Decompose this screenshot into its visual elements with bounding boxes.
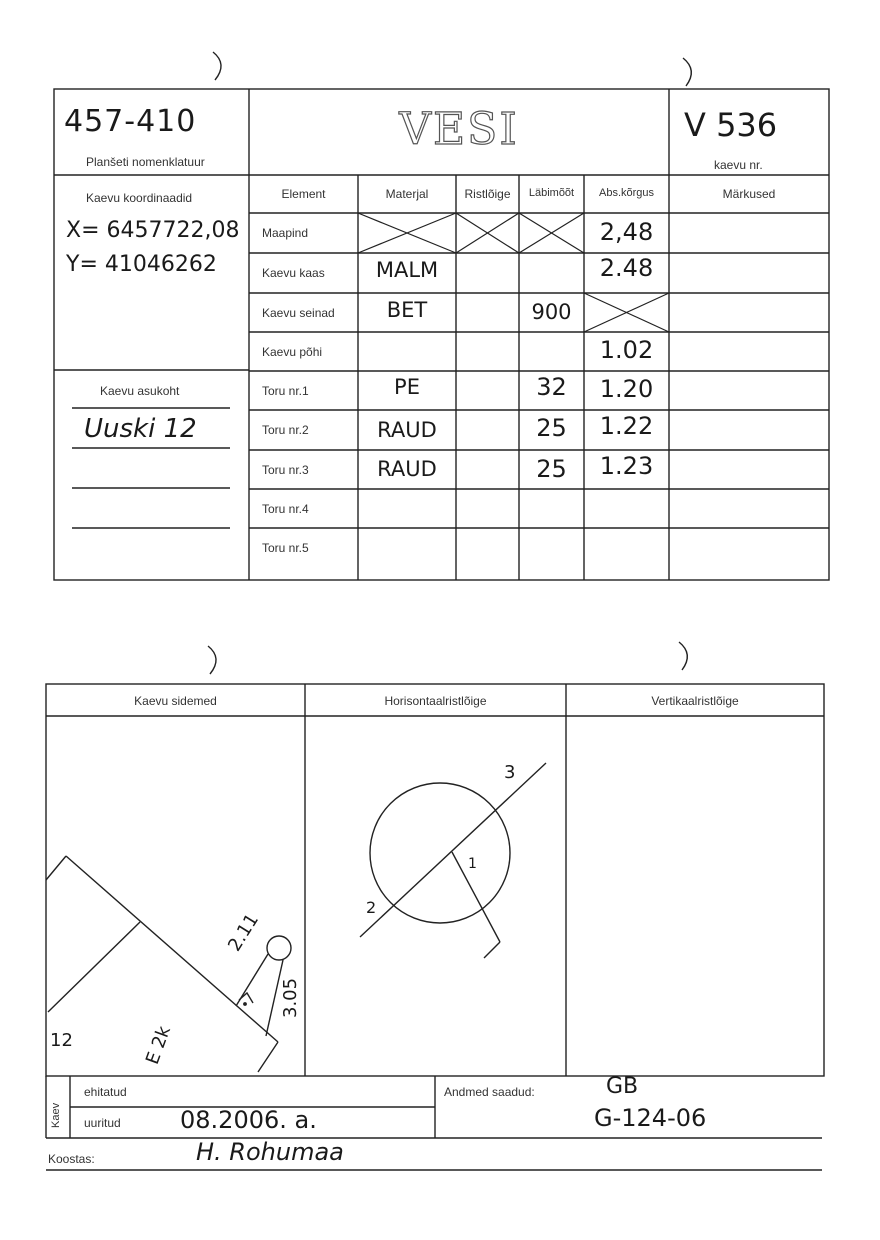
- row-element-label: Toru nr.2: [262, 423, 309, 437]
- punch-hole-mark: [208, 646, 216, 674]
- row-diameter: 900: [531, 300, 572, 324]
- coordinates-label: Kaevu koordinaadid: [86, 191, 193, 205]
- row-material: RAUD: [377, 457, 437, 481]
- coordinate-y: Y= 41046262: [66, 252, 217, 277]
- row-material: PE: [394, 375, 420, 399]
- data-received-value-1: GB: [606, 1074, 639, 1099]
- row-element-label: Kaevu põhi: [262, 345, 323, 359]
- pipe-label-2: 2: [366, 898, 377, 917]
- tie-measure-a: 2.11: [224, 910, 264, 956]
- row-material: RAUD: [377, 418, 437, 442]
- plansheet-label: Planšeti nomenklatuur: [86, 155, 205, 169]
- row-element-label: Toru nr.4: [262, 502, 309, 516]
- row-height: 2,48: [599, 218, 654, 246]
- row-height: 1.02: [599, 336, 654, 364]
- plansheet-number: 457-410: [64, 104, 197, 139]
- compiled-by-signature: H. Rohumaa: [196, 1138, 344, 1166]
- row-element-label: Toru nr.5: [262, 541, 309, 555]
- building-code: E 2k: [142, 1023, 176, 1068]
- sketch-col-horizontal: Horisontaalristlõige: [384, 694, 487, 708]
- punch-hole-mark: [213, 52, 221, 80]
- row-element-label: Maapind: [262, 226, 309, 240]
- row-material: BET: [386, 298, 428, 322]
- row-height: 1.22: [599, 412, 654, 440]
- row-height: 2.48: [599, 254, 654, 282]
- row-element-label: Kaevu seinad: [262, 306, 335, 320]
- horizontal-section-sketch: [360, 763, 546, 958]
- sketch-col-vertical: Vertikaalristlõige: [651, 694, 739, 708]
- row-height: 1.20: [599, 375, 654, 403]
- row-height: 1.23: [599, 452, 654, 480]
- tie-measure-b: 3.05: [280, 977, 301, 1018]
- col-header-diameter: Läbimõõt: [528, 187, 575, 199]
- bottom-card-border: [46, 684, 824, 1076]
- building-number: 12: [50, 1030, 73, 1051]
- compiled-by-label: Koostas:: [48, 1152, 95, 1166]
- row-element-label: Toru nr.1: [262, 384, 309, 398]
- data-received-label: Andmed saadud:: [444, 1085, 535, 1099]
- row-diameter: 25: [536, 455, 567, 483]
- col-header-material: Materjal: [385, 187, 429, 201]
- well-side-label: Kaev: [50, 1102, 62, 1128]
- col-header-height: Abs.kõrgus: [598, 187, 655, 199]
- col-header-element: Element: [281, 187, 326, 201]
- well-number-label: kaevu nr.: [714, 158, 763, 172]
- col-header-cross: Ristlõige: [464, 187, 511, 201]
- sketch-col-ties: Kaevu sidemed: [134, 694, 217, 708]
- punch-hole-mark: [679, 642, 687, 670]
- surveyed-date: 08.2006. a.: [180, 1106, 317, 1134]
- location-label: Kaevu asukoht: [100, 384, 180, 398]
- surveyed-label: uuritud: [84, 1116, 121, 1130]
- row-element-label: Toru nr.3: [262, 463, 309, 477]
- col-header-notes: Märkused: [722, 187, 776, 201]
- punch-hole-mark: [683, 58, 691, 86]
- pipe-label-1: 1: [468, 856, 477, 872]
- coordinate-x: X= 6457722,08: [66, 218, 240, 243]
- row-diameter: 32: [536, 373, 567, 401]
- pipe-label-3: 3: [504, 762, 516, 783]
- well-number: V 536: [684, 106, 778, 144]
- page-title: VESI: [399, 104, 519, 155]
- location-value: Uuski 12: [84, 414, 197, 444]
- data-received-value-2: G-124-06: [594, 1104, 707, 1132]
- built-label: ehitatud: [84, 1085, 127, 1099]
- row-element-label: Kaevu kaas: [262, 266, 325, 280]
- row-diameter: 25: [536, 414, 567, 442]
- row-material: MALM: [375, 258, 439, 282]
